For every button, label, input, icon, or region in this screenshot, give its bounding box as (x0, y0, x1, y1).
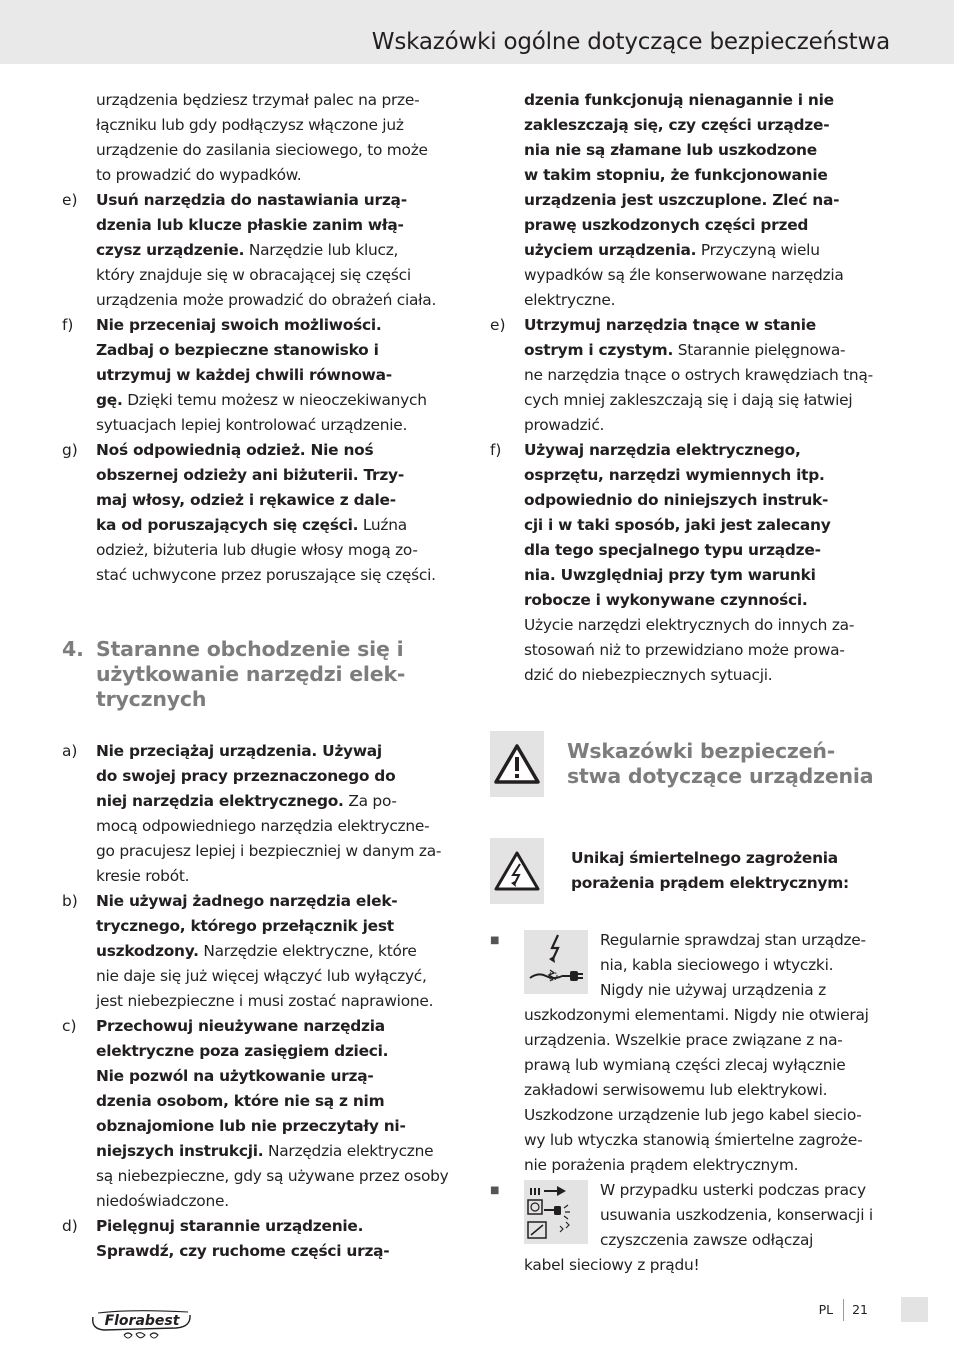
text-line: Nie przeciążaj urządzenia. Używaj (96, 742, 382, 760)
text-line: ka od poruszających się części. Luźna (96, 516, 407, 534)
heading-line: trycznych (96, 687, 207, 711)
page-title: Wskazówki ogólne dotyczące bezpieczeństwa (371, 29, 890, 55)
text-line: odzież, biżuteria lub długie włosy mogą zo- (96, 541, 418, 559)
text-line: Pielęgnuj starannie urządzenie. (96, 1217, 364, 1235)
text-line: porażenia prądem elektrycznym: (571, 874, 849, 892)
text-line: urządzenia jest uszczuplone. Zleć na- (524, 191, 840, 209)
text-line: nia, kabla sieciowego i wtyczki. (600, 956, 834, 974)
item-letter: f) (62, 316, 74, 334)
intro-paragraph (62, 88, 466, 188)
text-line: kresie robót. (96, 867, 190, 885)
text-line: Nie pozwól na użytkowanie urzą- (96, 1067, 374, 1085)
text-line: wypadków są źle konserwowane narzędzia (524, 266, 844, 284)
text-line: maj włosy, odzież i rękawice z dale- (96, 491, 396, 509)
text-line: Uszkodzone urządzenie lub jego kabel siecio- (524, 1106, 862, 1124)
rule-item-b (62, 889, 466, 1014)
text-line: kabel sieciowy z prądu! (524, 1256, 700, 1274)
text-line: niedoświadczone. (96, 1192, 229, 1210)
text-line: cych mniej zakleszczają się i dają się łatwiej (524, 391, 853, 409)
rule-item-g (62, 438, 466, 588)
text-line: który znajduje się w obracającej się części (96, 266, 411, 284)
text-line: cji i w taki sposób, jaki jest zalecany (524, 516, 831, 534)
text-line: jest niebezpieczne i musi zostać naprawione. (96, 992, 434, 1010)
text-line: czysz urządzenie. Narzędzie lub klucz, (96, 241, 399, 259)
text-line: obznajomione lub nie przeczytały ni- (96, 1117, 406, 1135)
text-line: dzenia funkcjonują nienagannie i nie (524, 91, 834, 109)
item-letter: f) (490, 441, 502, 459)
text-line: W przypadku usterki podczas pracy (600, 1181, 866, 1199)
text-line: obszernej odzieży ani biżuterii. Trzy- (96, 466, 404, 484)
page-tab-marker (901, 1297, 928, 1322)
text-line: gę. Dzięki temu możesz w nieoczekiwanych (96, 391, 427, 409)
text-line: elektryczne poza zasięgiem dzieci. (96, 1042, 389, 1060)
text-line: Nie używaj żadnego narzędzia elek- (96, 892, 398, 910)
text-line: urządzenie do zasilania sieciowego, to może (96, 141, 428, 159)
text-line: osprzętu, narzędzi wymiennych itp. (524, 466, 825, 484)
text-line: Użycie narzędzi elektrycznych do innych za- (524, 616, 855, 634)
text-line: Przechowuj nieużywane narzędzia (96, 1017, 385, 1035)
text-line: trycznego, którego przełącznik jest (96, 917, 394, 935)
heading-line: użytkowanie narzędzi elek- (96, 662, 406, 686)
text-line: nie daje się już więcej włączyć lub wyłączyć, (96, 967, 427, 985)
text-line: stosowań niż to przewidziano może prowa- (524, 641, 845, 659)
rule-item-c (62, 1014, 466, 1214)
text-line: zakleszczają się, czy części urządze- (524, 116, 830, 134)
florabest-logo-icon (90, 1303, 194, 1343)
right-column (490, 88, 894, 1278)
text-line: dzenia lub klucze płaskie zanim włą- (96, 216, 404, 234)
text-line: zakładowi serwisowemu lub elektrykowi. (524, 1081, 828, 1099)
text-line: urządzenia będziesz trzymał palec na prze- (96, 91, 420, 109)
item-letter: a) (62, 742, 78, 760)
warning-triangle-icon (494, 743, 540, 785)
text-line: dzenia osobom, które nie są z nim (96, 1092, 385, 1110)
text-line: elektryczne. (524, 291, 616, 309)
text-line: czyszczenia zawsze odłączaj (600, 1231, 814, 1249)
text-line: do swojej pracy przeznaczonego do (96, 767, 396, 785)
text-line: w takim stopniu, że funkcjonowanie (524, 166, 828, 184)
text-line: sytuacjach lepiej kontrolować urządzenie. (96, 416, 408, 434)
text-line: Unikaj śmiertelnego zagrożenia (571, 849, 838, 867)
electric-hazard-icon (494, 850, 540, 892)
text-line: utrzymuj w każdej chwili równowa- (96, 366, 392, 384)
text-line: mocą odpowiedniego narzędzia elektryczne- (96, 817, 430, 835)
heading-line: Staranne obchodzenie się i (96, 637, 404, 661)
text-line: uszkodzony. Narzędzie elektryczne, które (96, 942, 417, 960)
section-heading-4 (62, 637, 466, 712)
text-line: usuwania uszkodzenia, konserwacji i (600, 1206, 873, 1224)
text-line: łączniku lub gdy podłączysz włączone już (96, 116, 404, 134)
bullet-item (490, 1178, 894, 1278)
logo-text: Florabest (104, 1313, 180, 1329)
text-line: dla tego specjalnego typu urządze- (524, 541, 821, 559)
text-line: prawę uszkodzonych części przed (524, 216, 809, 234)
rule-item-e (62, 188, 466, 313)
electric-hazard-icon (490, 838, 544, 904)
unplug-maintenance-icon (524, 1180, 588, 1244)
text-line: Nigdy nie używaj urządzenia z (600, 981, 826, 999)
bullet-mark: ■ (490, 1185, 500, 1196)
text-line: robocze i wykonywane czynności. (524, 591, 808, 609)
section-number: 4. (62, 637, 84, 661)
warning-triangle-icon (490, 731, 544, 797)
item-letter: b) (62, 892, 78, 910)
text-line: są niebezpieczne, gdy są używane przez osoby (96, 1167, 449, 1185)
item-letter: e) (62, 191, 78, 209)
heading-line: stwa dotyczące urządzenia (567, 764, 874, 788)
rule-item-f-right (490, 438, 894, 688)
electric-warning (490, 838, 894, 904)
device-safety-heading (490, 731, 894, 797)
item-letter: d) (62, 1217, 78, 1235)
language-code: PL (818, 1302, 834, 1317)
damaged-cable-icon (524, 930, 588, 994)
brand-logo (90, 1303, 194, 1347)
text-line: go pracujesz lepiej i bezpieczniej w danym za- (96, 842, 442, 860)
text-line: stać uchwycone przez poruszające się części. (96, 566, 436, 584)
text-line: Regularnie sprawdzaj stan urządze- (600, 931, 866, 949)
item-letter: e) (490, 316, 506, 334)
rule-item-d (62, 1214, 466, 1264)
page-number: 21 (852, 1302, 868, 1317)
text-line: urządzenia może prowadzić do obrażeń ciała. (96, 291, 437, 309)
text-line: prawą lub wymianą części zlecaj wyłącznie (524, 1056, 846, 1074)
text-line: uszkodzonymi elementami. Nigdy nie otwieraj (524, 1006, 869, 1024)
text-line: nia nie są złamane lub uszkodzone (524, 141, 817, 159)
text-line: ne narzędzia tnące o ostrych krawędziach tną- (524, 366, 873, 384)
bullet-mark: ■ (490, 935, 500, 946)
text-line: nie porażenia prądem elektrycznym. (524, 1156, 799, 1174)
text-line: urządzenia. Wszelkie prace związane z na- (524, 1031, 843, 1049)
text-line: nia. Uwzględniaj przy tym warunki (524, 566, 816, 584)
text-line: Noś odpowiednią odzież. Nie noś (96, 441, 374, 459)
text-line: odpowiednio do niniejszych instruk- (524, 491, 829, 509)
left-column (62, 88, 466, 1264)
text-line: Sprawdź, czy ruchome części urzą- (96, 1242, 390, 1260)
rule-item-a (62, 739, 466, 889)
text-line: Używaj narzędzia elektrycznego, (524, 441, 801, 459)
text-line: niej narzędzia elektrycznego. Za po- (96, 792, 397, 810)
text-line: Utrzymuj narzędzia tnące w stanie (524, 316, 816, 334)
rule-item-d-continued (490, 88, 894, 313)
rule-item-e-right (490, 313, 894, 438)
item-letter: g) (62, 441, 78, 459)
text-line: niejszych instrukcji. Narzędzia elektryczne (96, 1142, 434, 1160)
bullet-item (490, 928, 894, 1178)
divider (843, 1299, 844, 1321)
text-line: wy lub wtyczka stanowią śmiertelne zagroże- (524, 1131, 863, 1149)
rule-item-f (62, 313, 466, 438)
text-line: Zadbaj o bezpieczne stanowisko i (96, 341, 379, 359)
heading-line: Wskazówki bezpieczeń- (567, 739, 836, 763)
text-line: to prowadzić do wypadków. (96, 166, 302, 184)
text-line: prowadzić. (524, 416, 605, 434)
page-number-area (819, 1302, 868, 1321)
text-line: ostrym i czystym. Starannie pielęgnowa- (524, 341, 846, 359)
item-letter: c) (62, 1017, 77, 1035)
text-line: użyciem urządzenia. Przyczyną wielu (524, 241, 820, 259)
text-line: dzić do niebezpiecznych sytuacji. (524, 666, 773, 684)
text-line: Nie przeceniaj swoich możliwości. (96, 316, 382, 334)
text-line: Usuń narzędzia do nastawiania urzą- (96, 191, 407, 209)
